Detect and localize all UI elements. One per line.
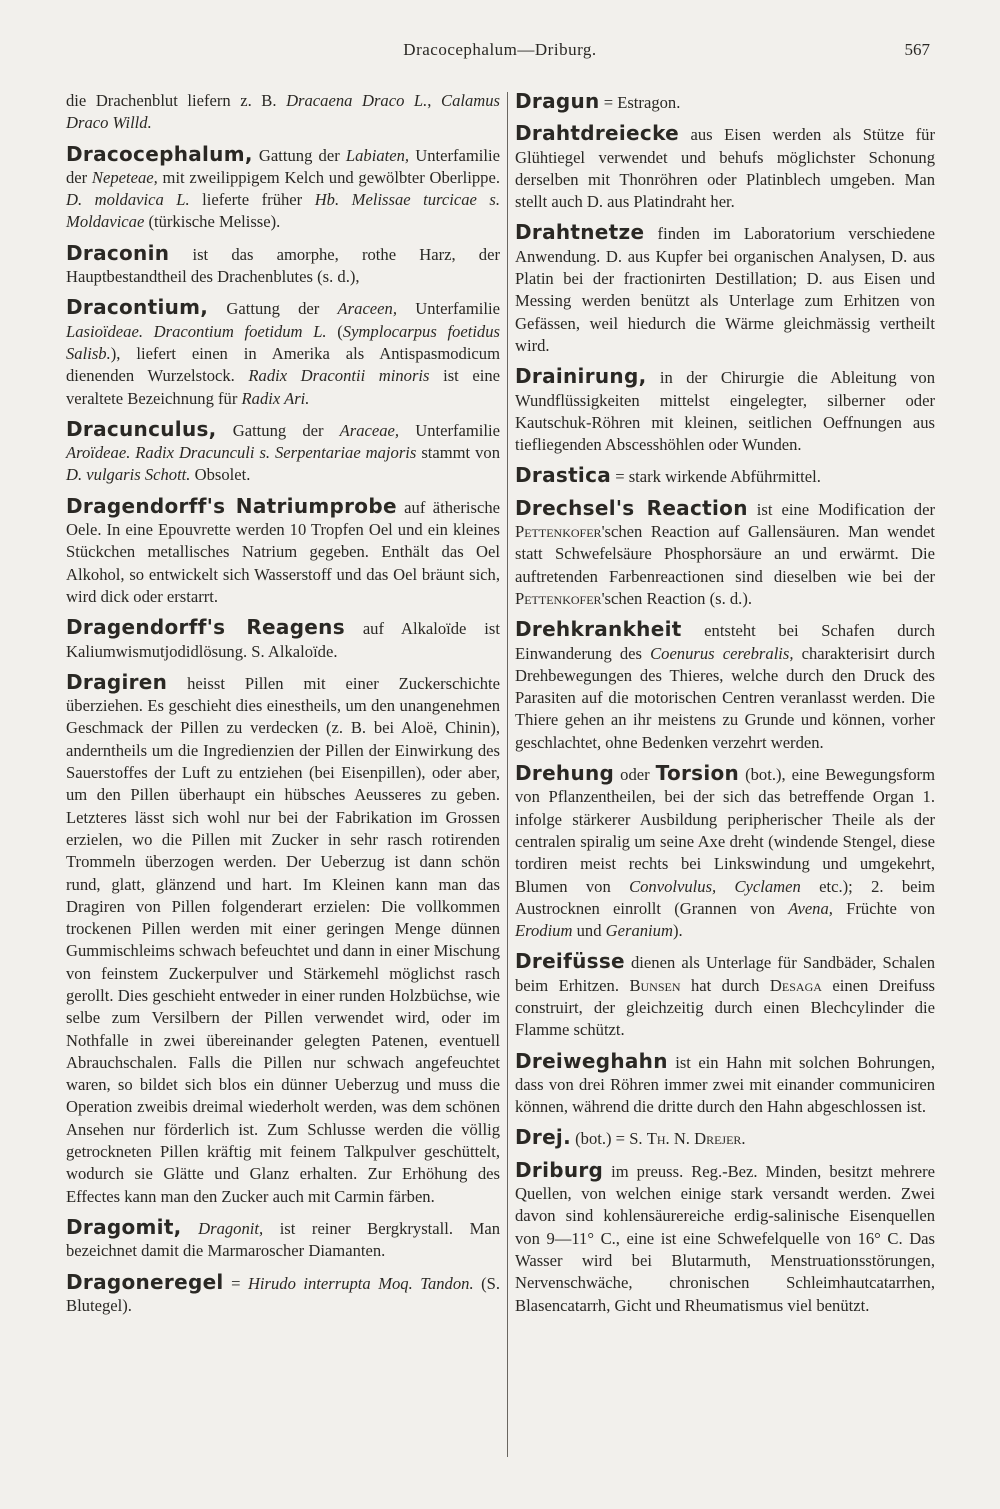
- entry-headword: Dreiweghahn: [515, 1048, 668, 1073]
- entry-headword: Dragomit,: [66, 1214, 182, 1239]
- italic-text: Araceae,: [339, 420, 400, 440]
- entry-text: 'schen Reaction auf Gallensäuren. Man wendet statt Schwefelsäure Phosphorsäure an und erwärmt. Die auftretenden Farbenreactionen sind dieselben wie bei der: [515, 522, 935, 586]
- dictionary-entry: [66, 1216, 500, 1263]
- italic-text: Radix Dracontii minoris: [248, 366, 430, 386]
- entry-headword: Dragendorff's Natriumprobe: [66, 493, 397, 518]
- italic-text: D. vulgaris Schott.: [66, 465, 191, 485]
- entry-text: Gattung der: [208, 299, 338, 319]
- entry-text: (bot.) = S.: [570, 1129, 647, 1149]
- italic-text: Lasioïdeae. Dracontium foetidum L.: [66, 321, 327, 341]
- entry-text: ist das amorphe, rothe Harz, der Hauptbestandtheil des Drachenblutes (s. d.),: [66, 244, 500, 287]
- entry-headword: Driburg: [515, 1157, 604, 1182]
- dictionary-entry: [515, 1159, 935, 1317]
- entry-text: auf ätherische Oele. In eine Epouvrette werden 10 Tropfen Oel und ein kleines Stückchen metallisches Natrium gegeben. Enthält das Oel Alkohol, so entwickelt sich Wasserstoff und das Oel bräunt sich, wird dick oder erstarrt.: [66, 497, 500, 606]
- person-name: Pettenkofer: [515, 588, 602, 608]
- italic-text: Hirudo interrupta Moq. Tandon.: [247, 1273, 474, 1293]
- entry-headword: Torsion: [655, 761, 740, 786]
- entry-text: ist eine veraltete Bezeichnung für: [66, 366, 500, 408]
- entry-text: =: [223, 1273, 248, 1293]
- entry-text: (: [326, 321, 343, 341]
- right-column: [515, 90, 935, 1325]
- column-divider: [507, 92, 508, 1457]
- entry-text: oder: [614, 765, 656, 785]
- entry-headword: Drahtdreiecke: [515, 121, 680, 146]
- entry-text: ).: [672, 921, 683, 941]
- italic-text: Dracaena Draco L.: [286, 91, 428, 110]
- entry-text: auf Alkaloïde ist Kaliumwismutjodidlösung. S. Alkaloïde.: [66, 619, 500, 661]
- entry-text: ist ein Hahn mit solchen Bohrungen, dass von drei Röhren immer zwei mit einander communiciren können, während die dritte durch den Hahn abgeschlossen ist.: [515, 1052, 935, 1117]
- italic-text: Convolvulus, Cyclamen: [629, 876, 801, 896]
- entry-text: ), liefert einen in Amerika als Antispasmodicum dienenden Wurzelstock.: [66, 343, 500, 386]
- entry-text: etc.); 2. beim Austrocknen einrollt (Grannen von: [515, 876, 936, 918]
- dictionary-entry: [515, 365, 935, 456]
- entry-text: ist reiner Bergkrystall. Man bezeichnet damit die Marmaroscher Diamanten.: [66, 1218, 500, 1261]
- entry-text: im preuss. Reg.-Bez. Minden, besitzt mehrere Quellen, von welchen einige stark versandt werden. Zwei davon sind kohlensäurereiche erdig-salinische Eisenquellen von 9—11° C., eine ist eine Schwefelquelle von 16° C. Das Wasser wird bei Blutarmuth, Menstruationsstörungen, Nervenschwäche, chronischen Schleimhautcatarrhen, Blasencatarrh, Gicht und Rheumatismus viel benützt.: [515, 1161, 935, 1315]
- dictionary-entry: [66, 671, 500, 1208]
- dictionary-entry: [515, 1050, 935, 1119]
- entry-text: Unterfamilie: [399, 420, 500, 440]
- entry-text: (bot.), eine Bewegungsform von Pflanzentheilen, bei der sich das betreffende Organ 1. infolge stärkerer Ausbildung peripherischer Theile als der centralen spiralig um seine Axe dreht (windende Stengel, diese tordiren meist rechts bei Linkswindung und umgekehrt, Blumen von: [515, 765, 935, 896]
- entry-text: Gattung der: [216, 420, 340, 440]
- italic-text: Avena,: [788, 898, 833, 918]
- entry-text: aus Eisen werden als Stütze für Glühtiegel verwendet und behufs möglichster Schonung derselben mit Thonröhren oder Platinblech umgeben. Man stellt auch D. aus Platindraht her.: [515, 125, 935, 212]
- italic-text: Nepeteae,: [91, 167, 158, 187]
- dictionary-entry: [515, 618, 935, 754]
- entry-text: dienen als Unterlage für Sandbäder, Schalen beim Erhitzen.: [515, 953, 935, 995]
- entry-headword: Draconin: [66, 240, 170, 265]
- italic-text: Aroïdeae. Radix Dracunculi s. Serpentariae majoris: [66, 443, 417, 463]
- dictionary-entry: [66, 418, 500, 487]
- entry-text: (türkische Melisse).: [144, 212, 281, 232]
- dictionary-entry: [66, 242, 500, 289]
- italic-text: D. moldavica L.: [66, 190, 190, 210]
- dictionary-entry: [515, 221, 935, 357]
- entry-text: (S. Blutegel).: [66, 1273, 500, 1315]
- dictionary-entry: [515, 497, 935, 610]
- dictionary-entry: [66, 495, 500, 608]
- entry-headword: Dreifüsse: [515, 949, 625, 974]
- person-name: Desaga: [769, 975, 822, 995]
- entry-headword: Dracocephalum,: [66, 141, 253, 166]
- left-column: [66, 90, 500, 1325]
- page-number: 567: [904, 40, 930, 59]
- dictionary-entry: [66, 1271, 500, 1318]
- entry-text: Unterfamilie: [396, 299, 500, 319]
- dictionary-entry: [66, 143, 500, 234]
- dictionary-entry: [66, 296, 500, 409]
- italic-text: Geranium: [605, 921, 673, 941]
- entry-text: Unterfamilie der: [66, 145, 500, 187]
- entry-text: stammt von: [416, 443, 501, 463]
- dictionary-entry: [66, 90, 500, 135]
- entry-headword: Drastica: [515, 463, 612, 488]
- dictionary-entry: [515, 762, 935, 942]
- entry-text: einen Dreifuss construirt, der gleichzeitig durch einen Blechcylinder die Flamme schützt.: [515, 975, 935, 1040]
- entry-text: [182, 1219, 199, 1238]
- dictionary-entry: [66, 616, 500, 663]
- person-name: Th. N. Drejer.: [646, 1129, 746, 1149]
- page-header: [0, 40, 1000, 70]
- italic-text: Symplocarpus foetidus Salisb.: [66, 321, 500, 363]
- italic-text: Labiaten,: [345, 145, 410, 165]
- person-name: Pettenkofer: [515, 522, 602, 542]
- entry-headword: Dragendorff's Reagens: [66, 615, 345, 640]
- dictionary-entry: [515, 464, 935, 488]
- entry-headword: Dracontium,: [66, 295, 209, 320]
- entry-text: charakterisirt durch Drehbewegungen des Thieres, welche durch den Druck des Parasiten auf die motorischen Centren veranlasst werden. Die Thiere gehen an ihr meistens zu Grunde und können, vorher geschlachtet, ohne Bedenken verzehrt werden.: [515, 643, 936, 752]
- entry-text: ist eine Modification der: [747, 499, 935, 519]
- entry-text: entsteht bei Schafen durch Einwanderung des: [515, 621, 935, 663]
- entry-headword: Dragun: [515, 89, 600, 113]
- entry-headword: Drahtnetze: [515, 220, 645, 245]
- entry-text: ,: [427, 91, 441, 110]
- entry-headword: Dragoneregel: [66, 1269, 224, 1294]
- italic-text: Dragonit,: [198, 1218, 264, 1238]
- entry-headword: Dragiren: [66, 669, 168, 694]
- entry-text: mit zweilippigem Kelch und gewölbter Oberlippe.: [157, 167, 500, 187]
- entry-headword: Drechsel's Reaction: [515, 495, 748, 520]
- italic-text: Araceen,: [337, 299, 397, 319]
- entry-headword: Dracunculus,: [66, 416, 217, 441]
- italic-text: Calamus Draco Willd.: [66, 91, 501, 133]
- entry-text: lieferte früher: [189, 190, 315, 210]
- entry-text: = stark wirkende Abführmittel.: [611, 467, 821, 487]
- dictionary-entry: [515, 122, 935, 213]
- entry-headword: Drej.: [515, 1125, 571, 1150]
- running-head: Dracocephalum—Driburg.: [403, 40, 597, 59]
- entry-text: finden im Laboratorium verschiedene Anwendung. D. aus Kupfer bei organischen Analysen, D. aus Platin bei der fractionirten Destillation; D. aus Eisen und Messing werden benützt als Unterlage zum Erhitzen von Gefässen, weil hiedurch die Wärme gleichmässig vertheilt wird.: [515, 224, 935, 355]
- italic-text: Coenurus cerebralis,: [650, 643, 794, 663]
- entry-text: Obsolet.: [190, 465, 251, 485]
- entry-text: und: [572, 921, 606, 941]
- entry-text: in der Chirurgie die Ableitung von Wundflüssigkeiten mittelst eingelegter, silberner oder Kautschuk-Röhren mit kleinen, seitlichen Oeffnungen aus tiefliegenden Abscesshöhlen oder Wunden.: [515, 368, 935, 455]
- dictionary-entry: [515, 1126, 935, 1150]
- entry-headword: Drehung: [515, 761, 615, 786]
- entry-text: hat durch: [680, 975, 770, 995]
- entry-text: 'schen Reaction (s. d.).: [601, 588, 753, 608]
- entry-text: heisst Pillen mit einer Zuckerschichte überziehen. Es geschieht dies einestheils, um den unangenehmen Geschmack der Pillen zu verdecken (z. B. bei Aloë, Chinin), anderntheils um die Ingredienzien der Pillen der Einwirkung des Sauerstoffes der Luft zu entziehen (bei Eisenpillen), oder aber, um den Pillen überhaupt ein hübsches Aeusseres zu geben. Letzteres lässt sich wohl nur bei der Fabrikation im Grossen erzielen, wo die Pillen mit Zucker in sehr rasch rotirenden Trommeln überzogen werden. Der Ueberzug ist dann schön rund, glatt, glänzend und hart. Im Kleinen kann man das Dragiren von Pillen folgenderart erzielen: Die vollkommen trockenen Pillen werden mit einer geringen Menge dünnen Gummischleims schwach befeuchtet und dann in einer Mischung von feinstem Zuckerpulver und Stärkemehl möglichst rasch gerollt. Dies geschieht entweder in einer runden Holzbüchse, wie selbe zum Versilbern der Pillen verwendet wird, oder im Nothfalle in zwei übereinander gelegten Patenen, eventuell Abrauchschalen. Falls die Pillen nur schwach angefeuchtet waren, so bildet sich blos ein dünner Ueberzug und muss die Operation zweibis dreimal wiederholt werden, was dem schönen Ansehen nur förderlich ist. Zum Schlusse werden die völlig getrockneten Pillen kräftig mit feinem Talkpulver geschüttelt, wodurch sie Glätte und Glanz erhalten. Zur Erhöhung des Effectes kann man den Zucker auch mit Carmin färben.: [66, 673, 500, 1206]
- italic-text: Radix Ari.: [241, 388, 310, 408]
- entry-text: Gattung der: [252, 145, 346, 165]
- entry-text: = Estragon.: [599, 93, 681, 112]
- entry-text: die Drachenblut liefern z. B.: [66, 91, 287, 110]
- entry-headword: Drainirung,: [515, 364, 647, 389]
- dictionary-entry: [515, 950, 935, 1041]
- italic-text: Erodium: [515, 921, 573, 941]
- italic-text: Hb. Melissae turcicae s. Moldavicae: [66, 190, 500, 232]
- person-name: Bunsen: [629, 975, 681, 995]
- dictionary-entry: [515, 90, 935, 114]
- entry-text: Früchte von: [832, 898, 935, 918]
- entry-headword: Drehkrankheit: [515, 617, 682, 642]
